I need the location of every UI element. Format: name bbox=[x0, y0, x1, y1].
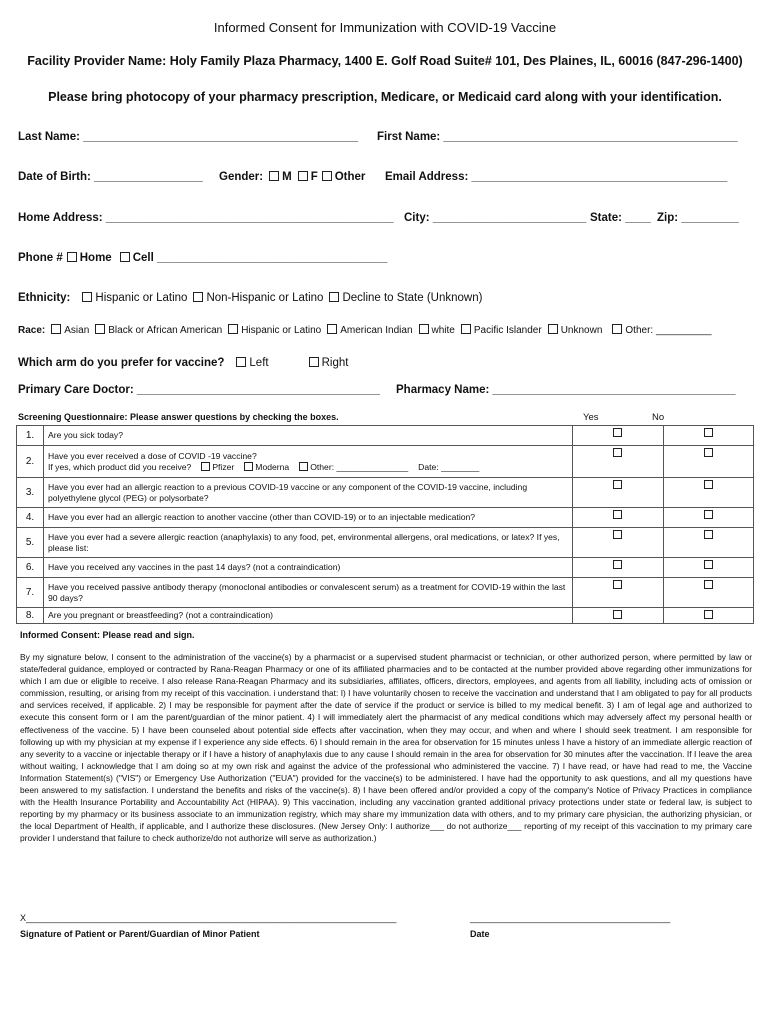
form-title: Informed Consent for Immunization with COVID-19 Vaccine bbox=[213, 20, 557, 35]
question-number: 1. bbox=[17, 426, 44, 446]
table-row bbox=[17, 528, 754, 558]
question-text: Have you ever had an allergic reaction to a previous COVID-19 vaccine or any component of the COVID-19 vaccine, including polyethylene glycol (PEG) or polysorbate? bbox=[44, 478, 573, 508]
race-group bbox=[18, 324, 712, 336]
screening-heading: Screening Questionnaire: Please answer questions by checking the boxes. bbox=[18, 412, 339, 422]
id-notice: Please bring photocopy of your pharmacy prescription, Medicare, or Medicaid card along with your identification. bbox=[48, 90, 722, 104]
state-field[interactable] bbox=[590, 212, 651, 224]
table-row bbox=[17, 446, 754, 478]
home-address-field[interactable] bbox=[18, 212, 394, 224]
table-row bbox=[17, 426, 754, 446]
yes-cell bbox=[573, 426, 664, 446]
city-field[interactable] bbox=[404, 212, 586, 224]
question-number: 3. bbox=[17, 478, 44, 508]
question-cell bbox=[44, 446, 573, 478]
yes-checkbox[interactable] bbox=[613, 580, 622, 589]
first-name-label: First Name: ______________________________________________ bbox=[377, 131, 738, 143]
state-label: State: ____ bbox=[590, 212, 651, 224]
pharmacy-label: Pharmacy Name: ______________________________________ bbox=[396, 384, 736, 396]
pharmacy-field[interactable] bbox=[396, 384, 736, 396]
ethnicity-option: Non-Hispanic or Latino bbox=[206, 292, 324, 304]
question-text: Have you ever had an allergic reaction to another vaccine (other than COVID-19) or to an injectable medication? bbox=[44, 508, 573, 528]
question-text: Have you ever had a severe allergic reaction (anaphylaxis) to any food, pet, environmental allergens, oral medications, or latex? If yes, please list: bbox=[44, 528, 573, 558]
question-number: 8. bbox=[17, 608, 44, 624]
moderna-checkbox[interactable] bbox=[244, 462, 253, 471]
race-other-checkbox[interactable] bbox=[612, 324, 622, 334]
race-option: Hispanic or Latino bbox=[241, 325, 322, 336]
ethnicity-hispanic-checkbox[interactable] bbox=[82, 292, 92, 302]
race-unknown-checkbox[interactable] bbox=[548, 324, 558, 334]
gender-m-label: M bbox=[282, 171, 292, 183]
race-option: Unknown bbox=[560, 325, 603, 336]
table-row bbox=[17, 558, 754, 578]
yes-checkbox[interactable] bbox=[613, 610, 622, 619]
arm-right-label: Right bbox=[321, 357, 349, 369]
table-row bbox=[17, 478, 754, 508]
question-number: 5. bbox=[17, 528, 44, 558]
race-white-checkbox[interactable] bbox=[419, 324, 429, 334]
race-option: American Indian bbox=[340, 325, 413, 336]
gender-f-label: F bbox=[310, 171, 318, 183]
first-name-field[interactable] bbox=[377, 131, 738, 143]
dob-label: Date of Birth: _________________ bbox=[18, 171, 203, 183]
race-option: Other: __________ bbox=[625, 325, 712, 336]
yes-cell bbox=[573, 446, 664, 478]
ethnicity-option: Decline to State (Unknown) bbox=[342, 292, 483, 304]
city-label: City: ________________________ bbox=[404, 212, 587, 224]
gender-other-label: Other bbox=[334, 171, 366, 183]
pcp-field[interactable] bbox=[18, 384, 380, 396]
table-row bbox=[17, 608, 754, 624]
date-label: Date bbox=[470, 929, 490, 939]
question-text: Are you pregnant or breastfeeding? (not a contraindication) bbox=[44, 608, 573, 624]
arm-left-label: Left bbox=[249, 357, 269, 369]
email-label: Email Address: ________________________________________ bbox=[385, 171, 728, 183]
no-checkbox[interactable] bbox=[704, 428, 713, 437]
question-number: 7. bbox=[17, 578, 44, 608]
ethnicity-group bbox=[18, 292, 482, 304]
dob-field[interactable] bbox=[18, 171, 203, 183]
facility-provider: Facility Provider Name: Holy Family Plaza Pharmacy, 1400 E. Golf Road Suite# 101, Des Plaines, IL, 60016 (847-296-1400) bbox=[27, 54, 743, 68]
race-hispanic-checkbox[interactable] bbox=[228, 324, 238, 334]
race-label: Race: bbox=[18, 325, 46, 336]
last-name-label: Last Name: ___________________________________________ bbox=[18, 131, 359, 143]
no-cell bbox=[663, 578, 754, 608]
phone-cell-label[interactable]: Cell ____________________________________ bbox=[132, 252, 388, 264]
yes-cell bbox=[573, 558, 664, 578]
yes-checkbox[interactable] bbox=[613, 510, 622, 519]
race-option: Pacific Islander bbox=[473, 325, 542, 336]
other-product-label[interactable]: Other: _______________ bbox=[310, 461, 409, 472]
no-checkbox[interactable] bbox=[704, 580, 713, 589]
no-cell bbox=[663, 608, 754, 624]
consent-heading: Informed Consent: Please read and sign. bbox=[20, 630, 195, 640]
race-pacific-islander-checkbox[interactable] bbox=[461, 324, 471, 334]
date-line[interactable]: ________________________________________ bbox=[470, 913, 671, 923]
no-checkbox[interactable] bbox=[704, 560, 713, 569]
race-asian-checkbox[interactable] bbox=[51, 324, 61, 334]
ethnicity-option: Hispanic or Latino bbox=[95, 292, 188, 304]
screening-table bbox=[16, 425, 754, 624]
signature-line[interactable]: X__________________________________________________________________________ bbox=[20, 913, 397, 923]
signature-label: Signature of Patient or Parent/Guardian of Minor Patient bbox=[20, 929, 260, 939]
question-number: 6. bbox=[17, 558, 44, 578]
no-cell bbox=[663, 558, 754, 578]
product-subquestion bbox=[48, 462, 568, 473]
table-row bbox=[17, 508, 754, 528]
no-column-header: No bbox=[652, 412, 665, 423]
no-checkbox[interactable] bbox=[704, 610, 713, 619]
yes-cell bbox=[573, 478, 664, 508]
no-checkbox[interactable] bbox=[704, 530, 713, 539]
no-checkbox[interactable] bbox=[704, 510, 713, 519]
no-cell bbox=[663, 528, 754, 558]
phone-label: Phone # bbox=[18, 252, 63, 264]
race-option: Asian bbox=[64, 325, 90, 336]
yes-checkbox[interactable] bbox=[613, 480, 622, 489]
ethnicity-label: Ethnicity: bbox=[18, 292, 71, 304]
moderna-label: Moderna bbox=[255, 461, 290, 472]
last-name-field[interactable] bbox=[18, 131, 358, 143]
yes-cell bbox=[573, 608, 664, 624]
ethnicity-decline-checkbox[interactable] bbox=[329, 292, 339, 302]
consent-text: By my signature below, I consent to the administration of the vaccine(s) by a pharmacist or a supervised student pharmacist or technician, or other authorized person, where permitted by law or state/federal guidance, employed or contracted by Rana-Reagan Pharmacy or one of its affiliated pharmacies and to be contacted at the number provided above regarding other immunizations for which I am due or eligible to receive. I also release Rana-Reagan Pharmacy and its subsidiaries, affiliates, officers, directors, employees, and agents from all liability, including acts of omission or commission, resulting, or arising from my receipt of this vaccination. i understand that: I) I have voluntarily chosen to receive the vaccination and understand that I am obligated to pay for all products and services received, if applicable. 2) I may be responsible for payment after the date of service if the product or service is billed to my medical benefit. 3) I am of legal age and authorized to execute this consent form or I am the parent/guardian of the minor patient. 4) I will immediately alert the pharmacist of any medical conditions which may adversely affect my personal health or effectiveness of the vaccine. 5) I have been counseled about potential side effects after vaccination, when they may occur, and when and where I should seek treatment. I am responsible for following up with my physician at my expense if I experience any side effects. 6) I should remain in the area for observation for 15 minutes unless I have a history of an immediate allergic reaction of any severity to a vaccine or injectable therapy or if I have a history of anaphylaxis due to any cause I should remain in the area for observation for 30 minutes after the vaccination. If I leave the area without waiting, I acknowledge that I am doing so at my own risk and against the advice of the professional who administered the vaccine. 7) I have read, or have had read to me, the Vaccine Information Statement(s) ("VIS") or Emergency Use Authorization ("EUA") provided for the vaccine(s) to be administered. I have had the opportunity to ask questions, and all my questions have been answered to my satisfaction. I understand the benefits and risks of the vaccine(s). 8) I have been offered and/or provided a copy of the company's Notice of Privacy Practices in compliance with the Health Insurance Portability and Accountability Act (HIPAA). 9) This vaccination, including any vaccination granted additional privacy protections under state or federal law, is subject to reporting by my pharmacy or its business associate to an immunization registry, which may share my immunization data with others, and to my primary care physician, the authorizing physician, or the local Department of Health, if applicable, and I authorize these disclosures. (New Jersey Only: I authorize___ do not authorize___ reporting of my receipt of this vaccination to my primary care provider I understand that failure to check authorize/do not authorize will serve as authorization.) bbox=[20, 652, 752, 844]
phone-home-label: Home bbox=[79, 252, 112, 264]
ethnicity-nonhispanic-checkbox[interactable] bbox=[193, 292, 203, 302]
zip-field[interactable] bbox=[657, 212, 739, 224]
no-cell bbox=[663, 508, 754, 528]
gender-other-checkbox[interactable] bbox=[322, 171, 332, 181]
arm-group bbox=[18, 357, 348, 369]
yes-column-header: Yes bbox=[583, 412, 599, 423]
question-text: Are you sick today? bbox=[44, 426, 573, 446]
gender-label: Gender: bbox=[219, 171, 264, 183]
arm-left-checkbox[interactable] bbox=[236, 357, 246, 367]
race-option: Black or African American bbox=[108, 325, 223, 336]
dose-date-field[interactable]: Date: ________ bbox=[418, 461, 480, 472]
gender-f-checkbox[interactable] bbox=[298, 171, 308, 181]
yes-checkbox[interactable] bbox=[613, 530, 622, 539]
question-text: Have you received any vaccines in the past 14 days? (not a contraindication) bbox=[44, 558, 573, 578]
no-cell bbox=[663, 426, 754, 446]
no-checkbox[interactable] bbox=[704, 480, 713, 489]
gender-m-checkbox[interactable] bbox=[269, 171, 279, 181]
question-number: 4. bbox=[17, 508, 44, 528]
race-american-indian-checkbox[interactable] bbox=[327, 324, 337, 334]
question-text: Have you received passive antibody therapy (monoclonal antibodies or convalescent serum) as a treatment for COVID-19 within the last 90 days? bbox=[44, 578, 573, 608]
pfizer-checkbox[interactable] bbox=[201, 462, 210, 471]
home-address-label: Home Address: _____________________________________________ bbox=[18, 212, 394, 224]
yes-cell bbox=[573, 508, 664, 528]
gender-group bbox=[219, 171, 365, 183]
zip-label: Zip: _________ bbox=[657, 212, 739, 224]
product-label: If yes, which product did you receive? bbox=[48, 461, 192, 472]
phone-group bbox=[18, 252, 387, 264]
arm-right-checkbox[interactable] bbox=[309, 357, 319, 367]
yes-checkbox[interactable] bbox=[613, 448, 622, 457]
arm-label: Which arm do you prefer for vaccine? bbox=[18, 357, 225, 369]
pfizer-label: Pfizer bbox=[212, 461, 235, 472]
other-product-checkbox[interactable] bbox=[299, 462, 308, 471]
pcp-label: Primary Care Doctor: ______________________________________ bbox=[18, 384, 380, 396]
yes-checkbox[interactable] bbox=[613, 428, 622, 437]
yes-cell bbox=[573, 578, 664, 608]
phone-home-checkbox[interactable] bbox=[67, 252, 77, 262]
race-black-checkbox[interactable] bbox=[95, 324, 105, 334]
table-row bbox=[17, 578, 754, 608]
yes-checkbox[interactable] bbox=[613, 560, 622, 569]
question-number: 2. bbox=[17, 446, 44, 478]
race-option: white bbox=[431, 325, 455, 336]
no-checkbox[interactable] bbox=[704, 448, 713, 457]
no-cell bbox=[663, 478, 754, 508]
question-text: Have you ever received a dose of COVID -19 vaccine? bbox=[48, 450, 257, 461]
yes-cell bbox=[573, 528, 664, 558]
no-cell bbox=[663, 446, 754, 478]
phone-cell-checkbox[interactable] bbox=[120, 252, 130, 262]
email-field[interactable] bbox=[385, 171, 727, 183]
